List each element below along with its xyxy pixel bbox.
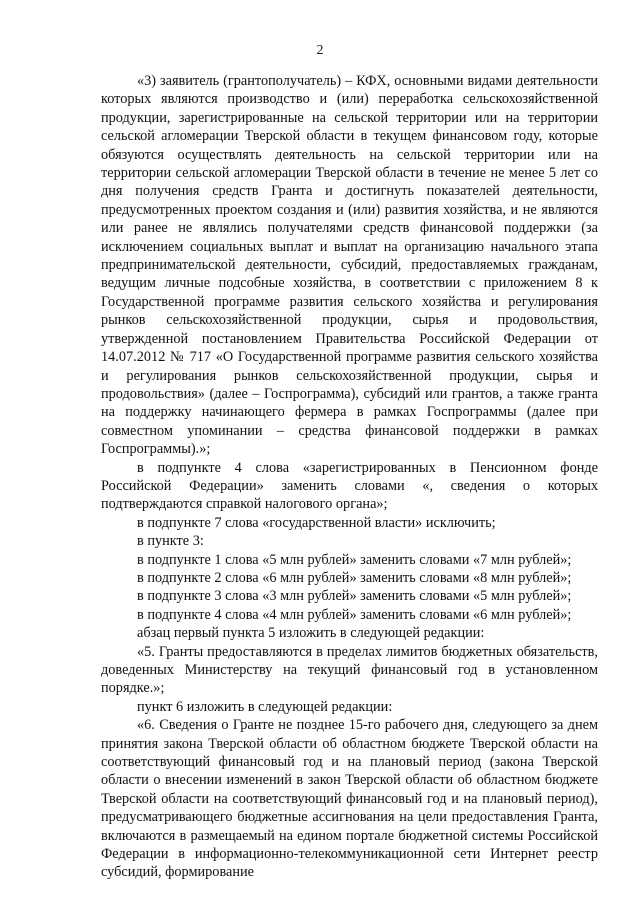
paragraph-subpoint-3-amount: в подпункте 3 слова «3 млн рублей» заменить словами «5 млн рублей»;	[137, 588, 572, 605]
paragraph-point-5-text: «5. Гранты предоставляются в пределах лимитов бюджетных обязательств, доведенных Министерству на текущий финансовый год в установленном порядке.»;	[101, 643, 598, 697]
paragraph-point-5-intro: абзац первый пункта 5 изложить в следующей редакции:	[137, 625, 485, 642]
paragraph-applicant-definition: «3) заявитель (грантополучатель) – КФХ, основными видами деятельности которых являются производство и (или) переработка сельскохозяйственной продукции, зарегистрированные на сельской территории или на территории сельской агломерации Тверской области в текущем финансовом году, которые обязуются осуществлять деятельность на сельской территории или на территории сельской агломерации Тверской области в течение не менее 5 лет со дня получения средств Гранта и достигнуть показателей деятельности, предусмотренных проектом создания и (или) развития хозяйства, и не являются или ранее не являлись получателями средств финансовой поддержки (за исключением социальных выплат и выплат на организацию начального этапа предпринимательской деятельности, субсидий, предоставляемых гражданам, ведущим личные подсобные хозяйства, в соответствии с приложением 8 к Государственной программе развития сельского хозяйства и регулирования рынков сельскохозяйственной продукции, сырья и продовольствия, утвержденной постановлением Правительства Российской Федерации от 14.07.2012 № 717 «О Государственной программе развития сельского хозяйства и регулирования рынков сельскохозяйственной продукции, сырья и продовольствия» (далее – Госпрограмма), субсидий или грантов, а также гранта на поддержку начинающего фермера в рамках Госпрограммы (далее при совместном упоминании – средства финансовой поддержки в рамках Госпрограммы).»;	[101, 73, 598, 458]
paragraph-point-6-intro: пункт 6 изложить в следующей редакции:	[137, 698, 393, 715]
page-number: 2	[316, 43, 324, 58]
paragraph-subpoint-4-amount: в подпункте 4 слова «4 млн рублей» заменить словами «6 млн рублей»;	[137, 606, 572, 623]
paragraph-subpoint-4-replacement: в подпункте 4 слова «зарегистрированных в Пенсионном фонде Российской Федерации» заменить словами «, сведения о которых подтверждаются справкой налогового органа»;	[101, 459, 598, 513]
paragraph-subpoint-1-amount: в подпункте 1 слова «5 млн рублей» заменить словами «7 млн рублей»;	[137, 551, 572, 568]
paragraph-point-3-intro: в пункте 3:	[137, 533, 204, 550]
paragraph-point-6-text: «6. Сведения о Гранте не позднее 15-го рабочего дня, следующего за днем принятия закона Тверской области об областном бюджете Тверской области на соответствующий финансовый год и на плановый период (закона Тверской области о внесении изменений в закон Тверской области об областном бюджете Тверской области на соответствующий финансовый год и на плановый период), предусматривающего бюджетные ассигнования на цели предоставления Гранта, включаются в размещаемый на едином портале бюджетной системы Российской Федерации в информационно-телекоммуникационной сети Интернет реестр субсидий, формирование	[101, 717, 598, 881]
paragraph-subpoint-2-amount: в подпункте 2 слова «6 млн рублей» заменить словами «8 млн рублей»;	[137, 569, 572, 586]
paragraph-subpoint-7-removal: в подпункте 7 слова «государственной власти» исключить;	[137, 514, 496, 531]
document-body	[101, 72, 598, 881]
